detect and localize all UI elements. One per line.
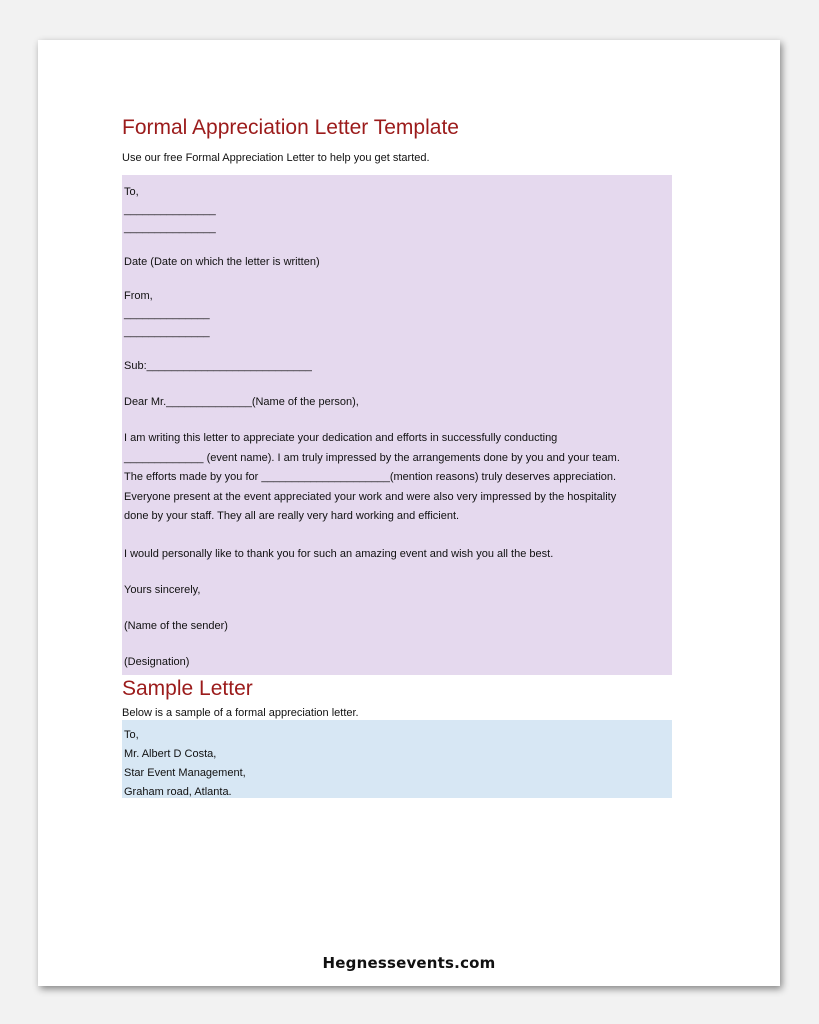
template-from-label: From, bbox=[124, 290, 153, 302]
template-body-paragraph bbox=[124, 429, 670, 527]
template-body-line: The efforts made by you for _____________________(mention reasons) truly deserves appreciation. bbox=[124, 471, 617, 483]
sample-letter-box bbox=[122, 720, 672, 798]
template-body-line: done by your staff. They all are really very hard working and efficient. bbox=[124, 510, 460, 522]
page-title: Formal Appreciation Letter Template bbox=[122, 116, 459, 139]
sample-company: Star Event Management, bbox=[124, 767, 246, 779]
sample-address: Graham road, Atlanta. bbox=[124, 786, 232, 798]
template-body-line: _____________ (event name). I am truly impressed by the arrangements done by you and your team. bbox=[124, 451, 620, 464]
template-to-label: To, bbox=[124, 186, 139, 198]
document-page bbox=[38, 40, 780, 986]
template-salutation: Dear Mr.______________(Name of the person), bbox=[124, 396, 359, 408]
sample-intro-text: Below is a sample of a formal appreciation letter. bbox=[122, 707, 359, 719]
template-to-blank-1: _______________ bbox=[124, 204, 216, 216]
template-subject: Sub:___________________________ bbox=[124, 360, 312, 372]
template-designation: (Designation) bbox=[124, 655, 190, 668]
intro-text: Use our free Formal Appreciation Letter to help you get started. bbox=[122, 152, 430, 164]
template-body-line: Everyone present at the event appreciated your work and were also very impressed by the hospitality bbox=[124, 490, 617, 503]
template-letter-box bbox=[122, 175, 672, 675]
template-from-blank-1: ______________ bbox=[124, 308, 210, 320]
template-date: Date (Date on which the letter is written) bbox=[124, 256, 320, 268]
sample-section-title: Sample Letter bbox=[122, 677, 253, 700]
sample-recipient: Mr. Albert D Costa, bbox=[124, 748, 217, 760]
document-content bbox=[122, 116, 672, 798]
template-sender-name: (Name of the sender) bbox=[124, 619, 228, 632]
site-watermark: Hegnessevents.com bbox=[322, 954, 496, 972]
template-closing-paragraph: I would personally like to thank you for such an amazing event and wish you all the best. bbox=[124, 547, 554, 560]
template-to-blank-2: _______________ bbox=[124, 222, 216, 234]
sample-to-label: To, bbox=[124, 729, 139, 741]
template-sign-off: Yours sincerely, bbox=[124, 583, 201, 596]
template-from-blank-2: ______________ bbox=[124, 326, 210, 338]
template-body-line: I am writing this letter to appreciate your dedication and efforts in successfully conducting bbox=[124, 432, 558, 444]
